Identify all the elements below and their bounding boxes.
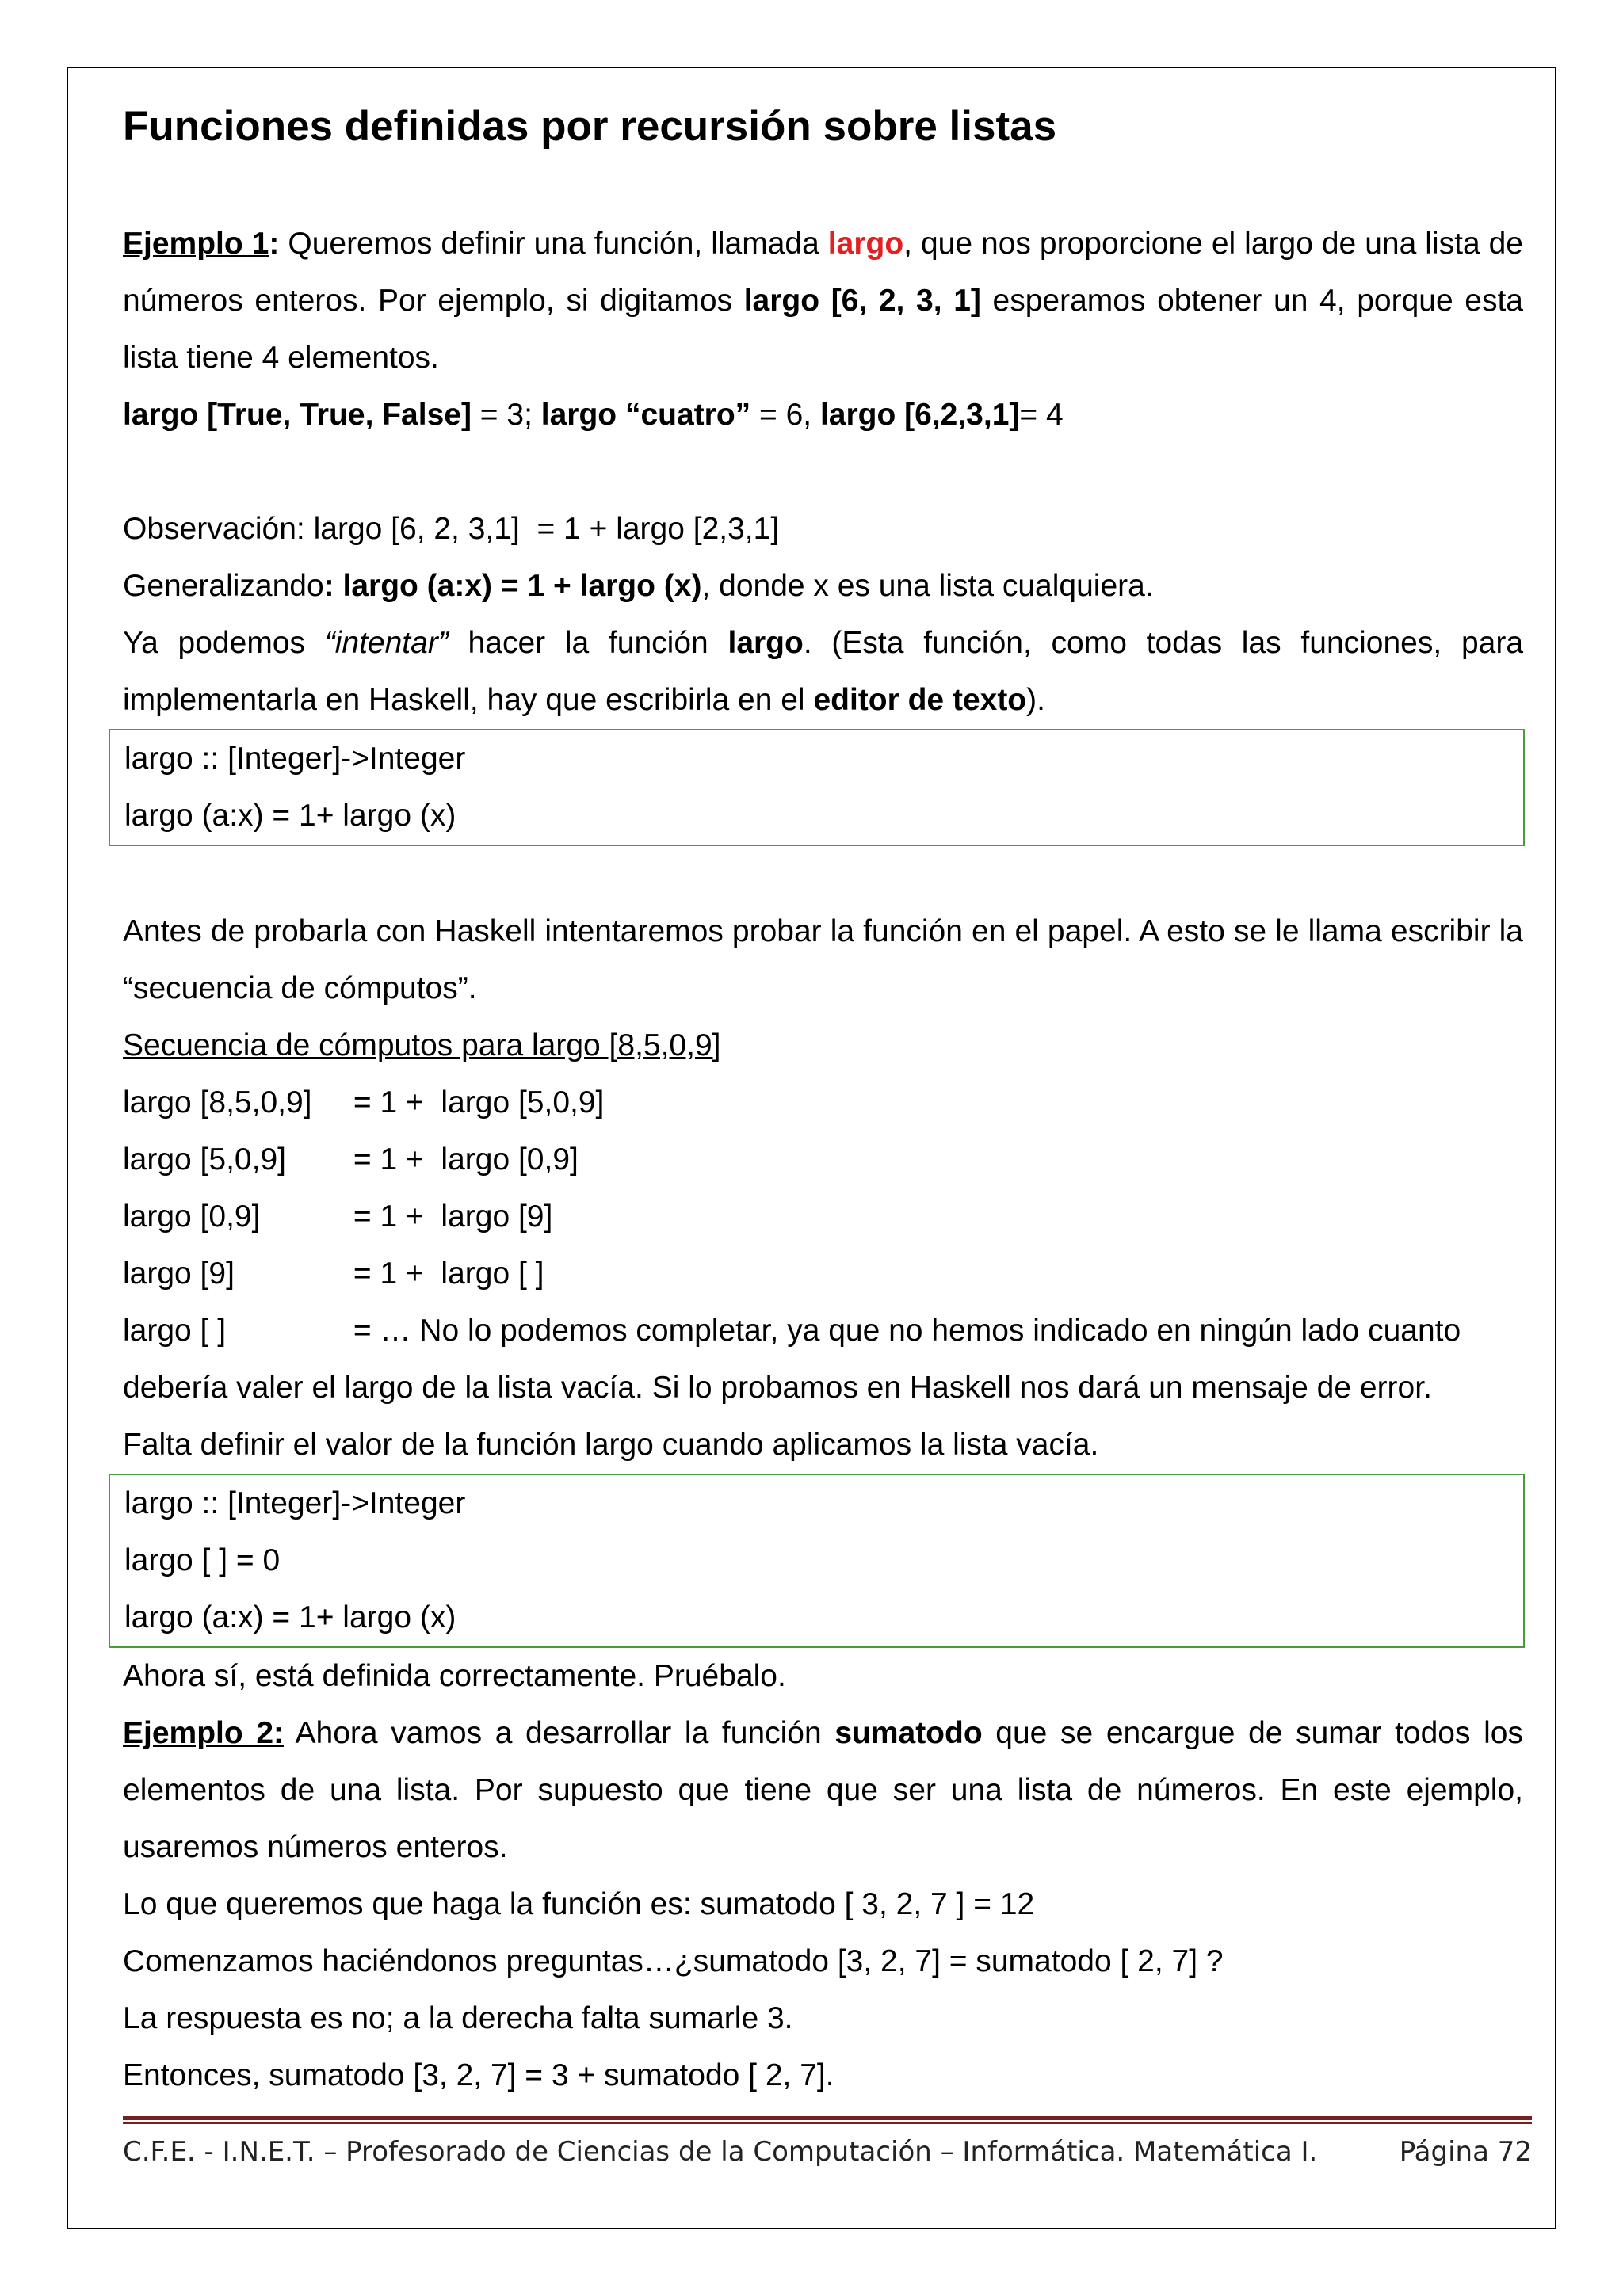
example-2-label: Ejemplo 2:	[123, 1716, 285, 1750]
code-box-1	[109, 729, 1525, 846]
page-number: Página 72	[1399, 2136, 1532, 2168]
text-line: Comenzamos haciéndonos preguntas…¿sumatodo [3, 2, 7] = sumatodo [ 2, 7] ?	[123, 1944, 1224, 1978]
footer-rule	[123, 2116, 1532, 2120]
generalization-line: Generalizando: largo (a:x) = 1 + largo (x), donde x es una lista cualquiera.	[123, 569, 1154, 603]
sequence-row: largo [9] = 1 + largo [ ]	[123, 1257, 544, 1291]
missing-definition-line: Falta definir el valor de la función largo cuando aplicamos la lista vacía.	[123, 1428, 1099, 1462]
code-box-2	[109, 1474, 1525, 1648]
text-line: La respuesta es no; a la derecha falta sumarle 3.	[123, 2001, 793, 2035]
sequence-continuation: debería valer el largo de la lista vacía. Si lo probamos en Haskell nos dará un mensaje de error.	[123, 1371, 1432, 1405]
code-line: largo [ ] = 0	[124, 1543, 281, 1577]
text-line: Entonces, sumatodo [3, 2, 7] = 3 + sumatodo [ 2, 7].	[123, 2058, 834, 2092]
text-line: Lo que queremos que haga la función es: sumatodo [ 3, 2, 7 ] = 12	[123, 1887, 1035, 1921]
code-line: largo :: [Integer]->Integer	[124, 1486, 466, 1520]
code-line: largo :: [Integer]->Integer	[124, 742, 466, 776]
page-title: Funciones definidas por recursión sobre listas	[123, 103, 1057, 150]
example-1-results: largo [True, True, False] = 3; largo “cuatro” = 6, largo [6,2,3,1]= 4	[123, 398, 1064, 432]
footer-institution: C.F.E. - I.N.E.T. – Profesorado de Ciencias de la Computación – Informática. Matemática I.	[123, 2136, 1318, 2168]
spacer	[123, 444, 1523, 501]
sequence-row: largo [0,9] = 1 + largo [9]	[123, 1199, 553, 1234]
observation-line: Observación: largo [6, 2, 3,1] = 1 + largo [2,3,1]	[123, 512, 780, 546]
implement-paragraph: Ya podemos “intentar” hacer la función largo. (Esta función, como todas las funciones, para implementarla en Haskell, hay que escribirla en el editor de texto).	[123, 626, 1524, 717]
code-line: largo (a:x) = 1+ largo (x)	[124, 799, 456, 833]
sequence-title: Secuencia de cómputos para largo [8,5,0,9]	[123, 1028, 721, 1062]
sequence-row: largo [5,0,9] = 1 + largo [0,9]	[123, 1142, 579, 1177]
spacer	[123, 846, 1523, 903]
page-footer	[123, 2128, 1532, 2176]
code-line: largo (a:x) = 1+ largo (x)	[124, 1600, 456, 1634]
sequence-row: largo [8,5,0,9] = 1 + largo [5,0,9]	[123, 1085, 605, 1119]
example-1-label: Ejemplo 1	[123, 227, 269, 261]
example-1-paragraph: Ejemplo 1: Queremos definir una función, llamada largo, que nos proporcione el largo de una lista de números enteros. Por ejemplo, si digitamos largo [6, 2, 3, 1] esperamos obtener un 4, porque esta lista tiene 4 elementos.	[123, 227, 1523, 375]
spacer	[123, 158, 1523, 215]
example-2-paragraph: Ejemplo 2: Ahora vamos a desarrollar la función sumatodo que se encargue de sumar todos los elementos de una lista. Por supuesto que tiene que ser una lista de números. En este ejemplo, usaremos números enteros.	[123, 1716, 1523, 1864]
function-name-largo: largo	[827, 227, 904, 261]
now-defined-line: Ahora sí, está definida correctamente. Pruébalo.	[123, 1659, 786, 1693]
footer-rule-thin	[123, 2122, 1532, 2124]
function-name-sumatodo: sumatodo	[834, 1716, 983, 1750]
sequence-row: largo [ ] = … No lo podemos completar, ya que no hemos indicado en ningún lado cuanto	[123, 1314, 1461, 1348]
antes-paragraph: Antes de probarla con Haskell intentaremos probar la función en el papel. A esto se le llama escribir la “secuencia de cómputos”.	[123, 914, 1523, 1005]
document-body	[123, 95, 1523, 2104]
